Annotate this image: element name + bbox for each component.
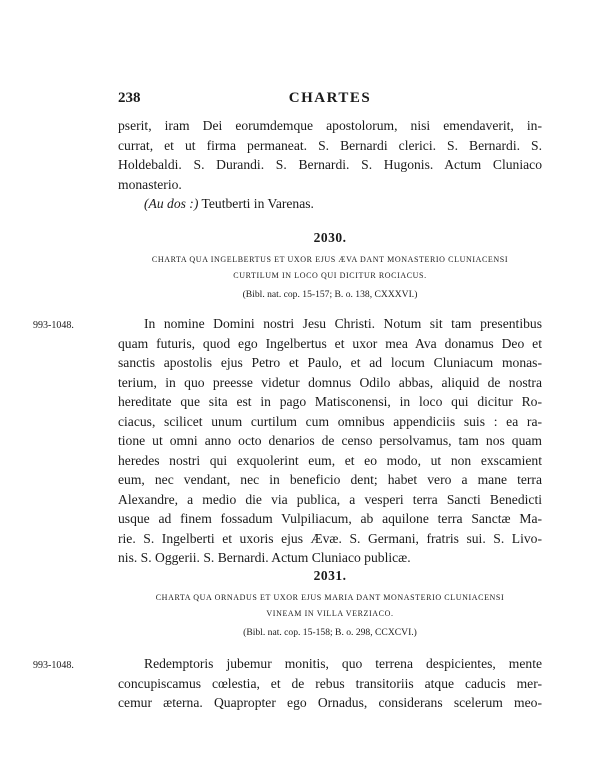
charter-text — [118, 654, 542, 713]
text-line: usque ad finem fossadum Vulpiliacum, ab aquilone terra Sanctæ Ma- — [118, 511, 542, 526]
text-line: nis. S. Oggerii. S. Bernardi. Actum Cluniaco publicæ. — [118, 550, 411, 565]
text-line: monasterio. — [118, 176, 182, 192]
text-line: rie. S. Ingelberti et uxoris ejus Ævæ. S. Germani, fratris sui. S. Livo- — [118, 530, 542, 546]
text-line: tione ut omni anno octo denarios de censo persolvamus, tam nos quam — [118, 433, 542, 448]
charter-title: CHARTA QUA ORNADUS ET UXOR EJUS MARIA DANT MONASTERIO CLUNIACENSI VINEAM IN VILLA VERZIACO. — [155, 593, 505, 618]
text-line: pserit, iram Dei eorumdemque apostolorum, nisi emendaverit, in- — [118, 118, 542, 133]
margin-date: 993-1048. — [33, 660, 74, 671]
charter-number: 2030. — [313, 230, 347, 245]
charter-title: CHARTA QUA INGELBERTUS ET UXOR EJUS ÆVA DANT MONASTERIO CLUNIACENSI CURTILUM IN LOCO QUI DICITUR ROCIACUS. — [151, 255, 509, 280]
au-dos-text: Teutberti in Varenas. — [201, 196, 314, 211]
text-line: sanctis apostolis ejus Petro et Paulo, et ad locum Cluniacum monas- — [118, 355, 542, 370]
au-dos-note — [118, 194, 542, 214]
au-dos-label: (Au dos :) — [144, 196, 199, 211]
text-line: heredes nostri qui exquolerint eum, et eo modo, ut non exscamient — [118, 452, 542, 468]
text-line: eum, nec vendant, nec in beneficio dent; habet vero a mane terra — [118, 472, 542, 487]
text-line: terium, in quo preesse videtur domnus Odilo abbas, aliquid de nostra — [118, 374, 542, 390]
text-line: Redemptoris jubemur monitis, quo terrena despicientes, mente — [144, 656, 542, 671]
running-title: CHARTES — [288, 90, 372, 106]
text-line: currat, et ut firma permaneat. S. Bernardi clerici. S. Bernardi. S. — [118, 137, 542, 153]
text-line: ciacus, scilicet unum curtilum cum omnibus appendiciis suis : ea ra- — [118, 413, 542, 429]
running-header — [118, 90, 542, 110]
charter-source: (Bibl. nat. cop. 15-158; B. o. 298, CCXCVI.) — [243, 627, 417, 638]
text-line: quam futuris, quod ego Ingelbertus et uxor mea Ava donamus Deo et — [118, 335, 542, 351]
charter-text — [118, 314, 542, 568]
text-line: Holdebaldi. S. Durandi. S. Bernardi. S. Hugonis. Actum Cluniaco — [118, 157, 542, 172]
text-line: concupiscamus cœlestia, et de rebus transitoriis atque caducis mer- — [118, 675, 542, 691]
text-line: Alexandre, a medio die via publica, a vesperi terra Sancti Benedicti — [118, 491, 542, 507]
charter-number: 2031. — [313, 568, 347, 583]
text-line: In nomine Domini nostri Jesu Christi. Notum sit tam presentibus — [144, 316, 542, 331]
text-line: hereditate que sita est in pago Matisconensi, in loco qui dicitur Ro- — [118, 394, 542, 409]
margin-date: 993-1048. — [33, 320, 74, 331]
page-number: 238 — [118, 90, 141, 106]
continuation-text — [118, 116, 542, 194]
charter-source: (Bibl. nat. cop. 15-157; B. o. 138, CXXXVI.) — [242, 289, 418, 300]
text-line: cemur æterna. Quapropter ego Ornadus, considerans scelerum meo- — [118, 695, 542, 710]
